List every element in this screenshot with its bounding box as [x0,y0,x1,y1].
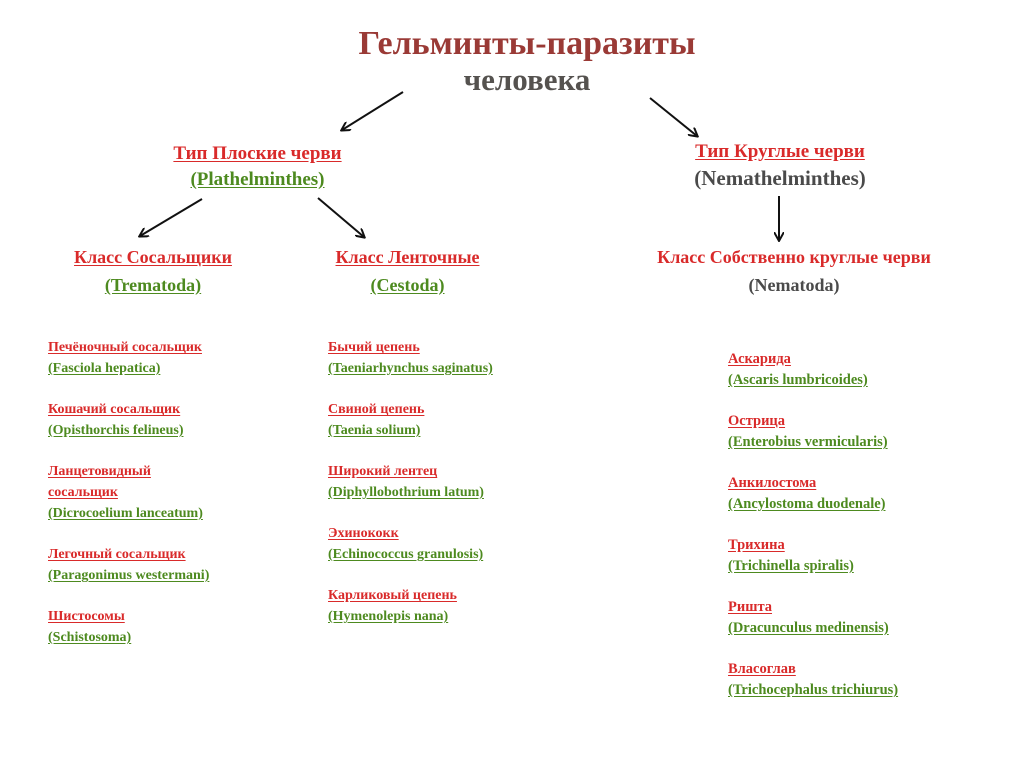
species-latin: (Schistosoma) [48,630,132,645]
species-ru: Аскарида [728,351,791,367]
class-nematoda-latin: (Nematoda) [748,275,840,295]
list-item [728,349,968,391]
arrow-to-roundworms [650,98,697,136]
species-latin: (Opisthorchis felineus) [48,423,184,438]
species-list-nematoda [728,349,968,721]
species-ru: Широкий лентец [328,464,438,479]
list-item [728,473,968,515]
species-ru: Шистосомы [48,609,125,624]
list-item [48,399,263,441]
class-nematoda-name: Класс Собственно круглые черви [657,247,931,267]
type-roundworms-latin: (Nemathelminthes) [694,166,866,190]
species-ru: Бычий цепень [328,340,420,355]
type-roundworms [630,139,930,191]
class-trematoda-latin: (Trematoda) [104,275,202,295]
species-ru: Ришта [728,599,773,615]
type-flatworms [140,141,375,193]
list-item [328,461,568,503]
species-latin: (Dicrocoelium lanceatum) [48,506,203,521]
arrow-to-flatworms [342,92,403,130]
species-latin: (Paragonimus westermani) [48,568,210,583]
species-latin: (Taeniarhynchus saginatus) [328,361,493,376]
list-item [728,535,968,577]
list-item [48,606,263,648]
list-item [728,597,968,639]
species-latin: (Echinococcus granulosis) [328,547,484,562]
species-ru: Власоглав [728,661,796,677]
list-item [728,411,968,453]
species-ru: Трихина [728,537,785,553]
class-trematoda-name: Класс Сосальщики [74,247,232,267]
species-ru: Карликовый цепень [328,588,457,603]
class-cestoda [300,243,515,299]
list-item [328,585,568,627]
species-latin: (Trichinella spiralis) [728,558,854,574]
species-latin: (Enterobius vermicularis) [728,434,888,450]
species-ru: Легочный сосальщик [48,547,186,562]
species-list-trematoda [48,337,263,668]
type-flatworms-name: Тип Плоские черви [173,143,342,164]
species-ru: Острица [728,413,786,429]
species-ru: Анкилостома [728,475,817,491]
arrow-to-cestoda [318,198,364,237]
species-latin: (Dracunculus medinensis) [728,620,889,636]
list-item [328,523,568,565]
type-roundworms-name: Тип Круглые черви [695,141,865,162]
species-latin: (Ascaris lumbricoides) [728,372,868,388]
class-cestoda-name: Класс Ленточные [335,247,480,267]
type-flatworms-latin: (Plathelminthes) [190,169,325,190]
class-nematoda [600,243,988,299]
species-ru: Ланцетовидный сосальщик [48,464,151,500]
list-item [48,461,263,524]
list-item [48,337,263,379]
species-ru: Печёночный сосальщик [48,340,202,355]
species-latin: (Diphyllobothrium latum) [328,485,484,500]
species-list-cestoda [328,337,568,647]
species-ru: Свиной цепень [328,402,425,417]
species-ru: Кошачий сосальщик [48,402,181,417]
arrow-to-trematoda [140,199,202,236]
class-trematoda [38,243,268,299]
diagram-title: Гельминты-паразиты [358,25,696,62]
diagram-subtitle: человека [463,62,591,97]
species-latin: (Taenia solium) [328,423,421,438]
list-item [328,399,568,441]
species-latin: (Ancylostoma duodenale) [728,496,886,512]
species-latin: (Fasciola hepatica) [48,361,161,376]
species-ru: Эхинококк [328,526,399,541]
species-latin: (Trichocephalus trichiurus) [728,682,899,698]
list-item [48,544,263,586]
list-item [728,659,968,701]
list-item [328,337,568,379]
class-cestoda-latin: (Cestoda) [370,275,445,295]
species-latin: (Hymenolepis nana) [328,609,449,624]
